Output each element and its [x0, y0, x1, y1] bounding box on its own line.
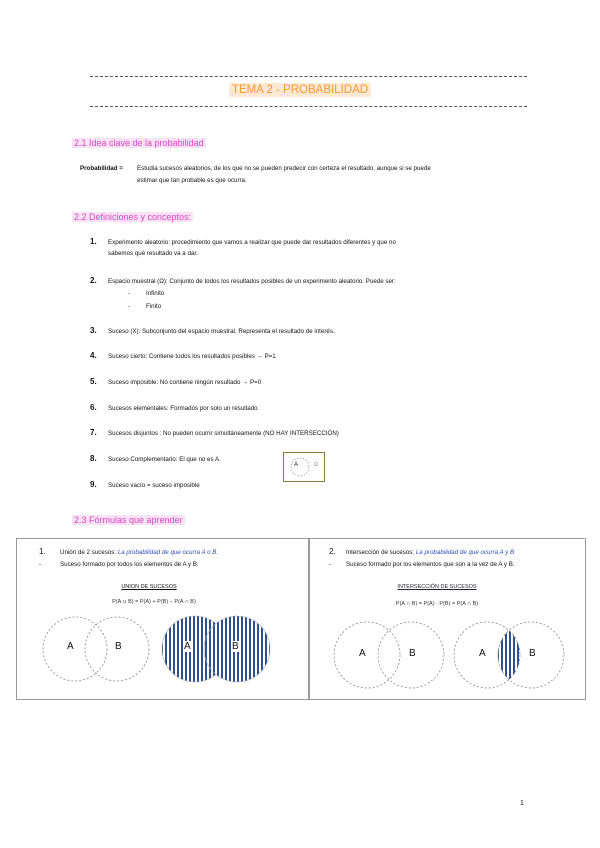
intersection-desc: Suceso formado por los elementos que son a la vez de A y B.	[346, 561, 515, 568]
union-label-text: Unión de 2 sucesos:	[60, 549, 117, 556]
item-text: Suceso vacío = suceso imposible	[108, 482, 200, 489]
item-number: 5.	[90, 377, 97, 386]
intersection-venn	[309, 539, 585, 699]
intersection-diagram-title: INTERSECCIÓN DE SUCESOS	[397, 584, 477, 590]
sub-bullet: Finito	[146, 303, 162, 310]
section-heading-3: 2.3 Fórmulas que aprender	[74, 515, 183, 525]
intersection-panel	[308, 538, 586, 700]
item-number: 8.	[90, 454, 97, 463]
intersection-number: 2.	[329, 547, 336, 556]
intersection-formula: P(A ∩ B) = P(A) · P(B) = P(A ∩ B)	[395, 601, 479, 607]
section-heading-1: 2.1 Idea clave de la probabilidad	[74, 138, 204, 148]
item-number: 1.	[90, 237, 97, 246]
intersection-highlight: La probabilidad de que ocurra A y B	[415, 549, 515, 556]
union-panel	[16, 538, 310, 700]
page-title: TEMA 2 - PROBABILIDAD	[0, 84, 600, 96]
section-heading-2: 2.2 Definiciones y conceptos:	[74, 212, 192, 222]
item-text: Suceso cierto: Contiene todos los resultados posibles → P=1	[108, 353, 276, 360]
union-highlight: La probabilidad de que ocurra A o B.	[117, 549, 219, 556]
item-number: 7.	[90, 428, 97, 437]
union-b-label: B	[115, 641, 122, 652]
union-b-label-shaded: B	[232, 641, 239, 652]
sub-bullet-dash: -	[128, 290, 131, 297]
intersection-b-label-2: B	[529, 648, 536, 659]
page-number: 1	[520, 800, 524, 807]
item-number: 4.	[90, 351, 97, 360]
union-a-label-shaded: A	[184, 641, 191, 652]
probability-def-line1: Estudia sucesos aleatorios, de los que no se pueden predecir con certeza el resultado, aunque si se puede	[137, 165, 431, 172]
item-text: Suceso (X): Subconjunto del espacio muestral. Representa el resultado de interés.	[108, 328, 335, 335]
item-text: Sucesos elementales: Formados por solo un resultado	[108, 405, 258, 412]
intersection-dash: -	[329, 561, 332, 568]
intersection-a-label: A	[359, 648, 366, 659]
item-text: Experimento aleatorio: procedimiento que vamos a realizar que puede dar resultados diferentes y que no	[108, 239, 396, 246]
union-a-label: A	[67, 641, 74, 652]
bottom-rule	[90, 106, 527, 107]
item-text: Sucesos disjuntos : No pueden ocurrir simultáneamente (NO HAY INTERSECCIÓN)	[108, 430, 339, 437]
probability-def-line2: estimar que tan probable es que ocurra.	[137, 177, 247, 184]
item-number: 9.	[90, 480, 97, 489]
item-text: Suceso Complementario: El que no es A.	[108, 456, 221, 463]
complement-diagram	[283, 452, 325, 482]
intersection-label-text: Intersección de sucesos:	[346, 549, 415, 556]
union-number: 1.	[39, 547, 46, 556]
item-text: Espacio muestral (Ω): Conjunto de todos los resultados posibles de un experimento aleatorio. Puede ser:	[108, 278, 396, 285]
item-text: Suceso imposible: No contiene ningún resultado → P=0	[108, 379, 262, 386]
complement-label: A	[294, 462, 299, 468]
item-number: 2.	[90, 276, 97, 285]
sub-bullet: Infinito	[146, 290, 165, 297]
intersection-b-label: B	[409, 648, 416, 659]
probability-term: Probabilidad =	[80, 165, 123, 172]
top-rule	[90, 76, 527, 77]
union-diagram-title: UNION DE SUCESOS	[121, 584, 177, 590]
union-formula: P(A ∪ B) = P(A) + P(B) − P(A ∩ B)	[112, 599, 196, 605]
union-dash: -	[39, 561, 42, 568]
item-number: 3.	[90, 326, 97, 335]
union-desc: Suceso formado por todos los elementos de A y B.	[60, 561, 199, 568]
intersection-a-label-2: A	[479, 648, 486, 659]
item-number: 6.	[90, 403, 97, 412]
sub-bullet-dash: -	[128, 303, 131, 310]
svg-text:Ω: Ω	[314, 462, 318, 468]
union-venn	[17, 539, 309, 699]
item-text-cont: sabemos qué resultado va a dar.	[108, 250, 198, 257]
